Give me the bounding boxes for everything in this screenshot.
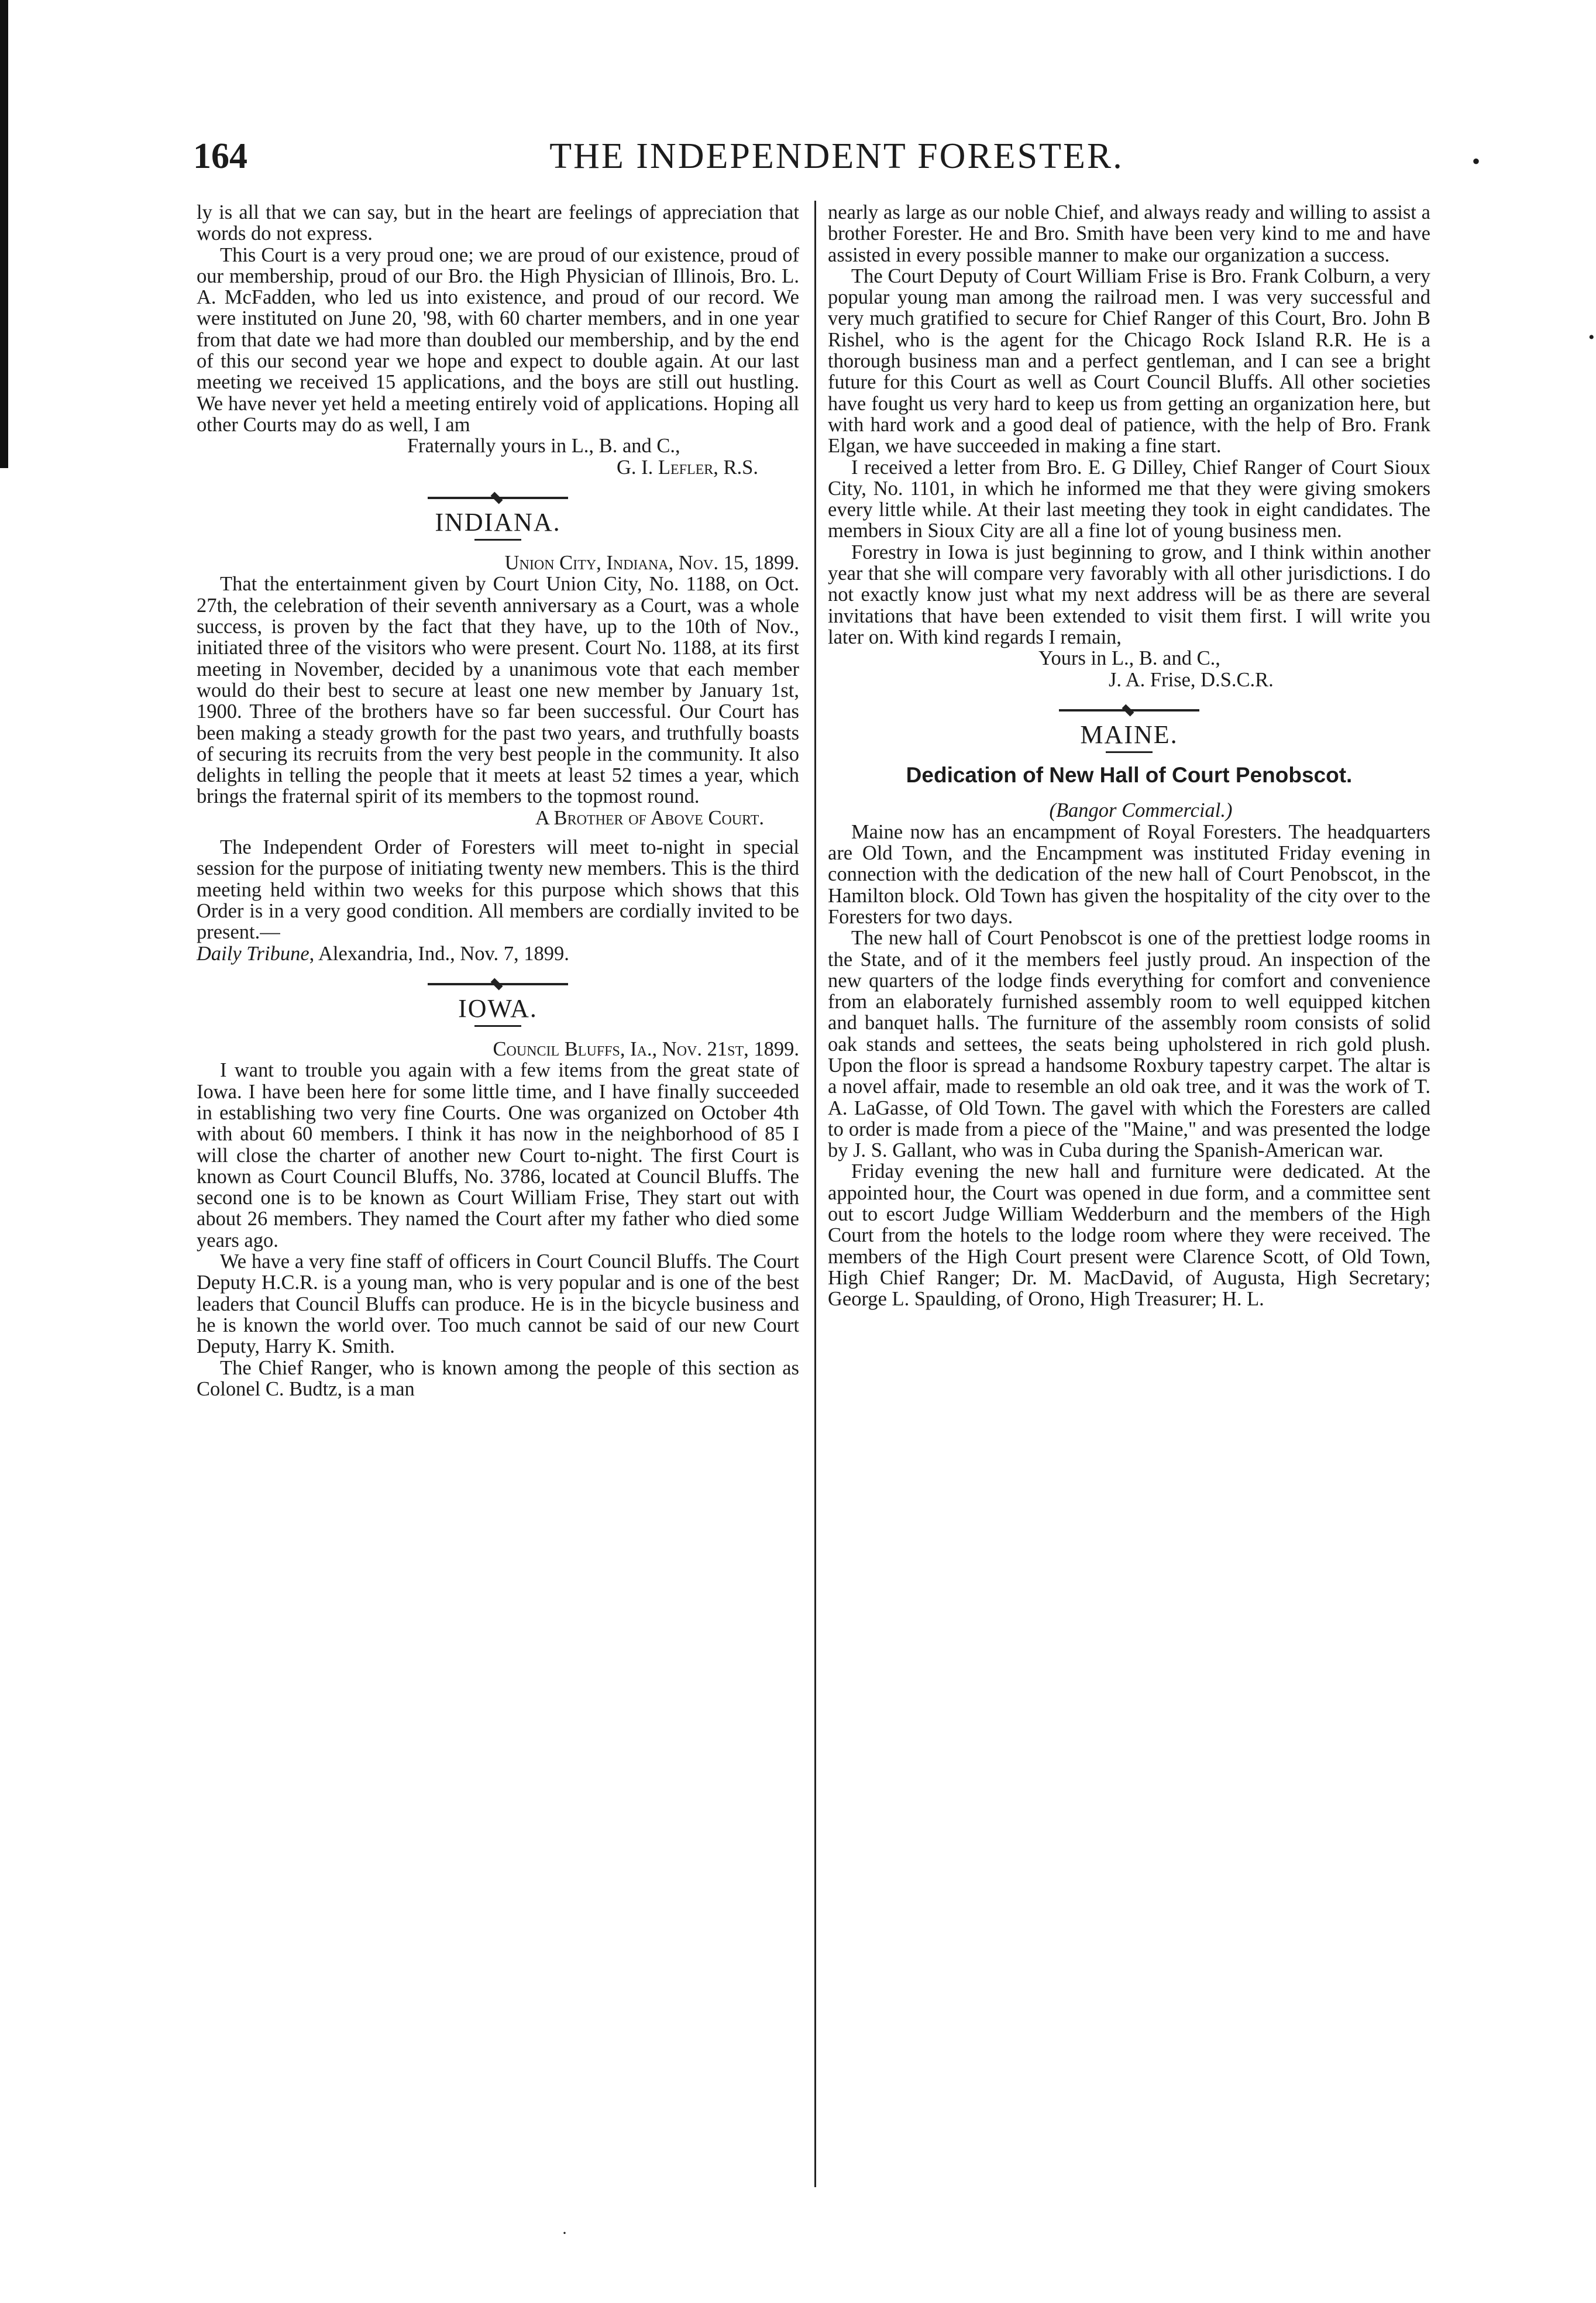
signature-name: J. A. Frise, D.S.C.R.	[1109, 668, 1274, 691]
right-column	[828, 202, 1430, 1310]
paragraph: We have a very fine staff of officers in Court Council Bluffs. The Court Deputy H.C.R. is a young man, who is very popular and is one of the best leaders that Council Bluffs can produce. He is in the bicycle business and he is known the world over. Too much cannot be said of our new Court Deputy, Harry K. Smith.	[197, 1250, 799, 1358]
article-subheading: Dedication of New Hall of Court Penobscot.	[906, 763, 1353, 788]
section-heading-indiana: INDIANA.	[435, 507, 561, 537]
source-details: , Alexandria, Ind., Nov. 7, 1899.	[309, 942, 569, 965]
stray-mark: •	[1471, 148, 1480, 174]
paragraph: The new hall of Court Penobscot is one of the prettiest lodge rooms in the State, and of it the members feel justly proud. An inspection of the new quarters of the lodge finds everything for comfort and convenience from an elaborately furnished assembly room to well equipped kitchen and banquet halls. The furniture of the assembly room consists of solid oak stands and settees, the seats being upholstered in rich gold plush. Upon the floor is spread a handsome Roxbury tapestry carpet. The altar is a novel affair, made to resemble an old oak tree, and it was the work of T. A. LaGasse, of Old Town. The gavel with which the Foresters are called to order is made from a piece of the "Maine," and was presented the lodge by J. S. Gallant, who was in Cuba during the Spanish-American war.	[828, 927, 1430, 1162]
paragraph: The Chief Ranger, who is known among the people of this section as Colonel C. Budtz, is a man	[197, 1356, 799, 1400]
stray-mark: •	[1588, 328, 1595, 347]
paragraph-text: The Independent Order of Foresters will meet to-night in special session for the purpose of initiating twenty new members. This is the third meeting held within two weeks for this purpose which shows that this Order is in a very good condition. All members are cordially invited to be present.—	[197, 836, 799, 944]
article-source: (Bangor Commercial.)	[1049, 799, 1233, 822]
paragraph: This Court is a very proud one; we are proud of our existence, proud of our membership, proud of our Bro. the High Physician of Illinois, Bro. L. A. McFadden, who led us into existence, and proud of our record. We were instituted on June 20, '98, with 60 charter members, and in one year from that date we had more than doubled our membership, and by the end of this our second year we hope and expect to double again. At our last meeting we received 15 applications, and the boys are still out hustling. We have never yet held a meeting entirely void of applications. Hoping all other Courts may do as well, I am	[197, 243, 799, 436]
dateline: Council Bluffs, Ia., Nov. 21st, 1899.	[493, 1038, 799, 1061]
left-column	[197, 202, 799, 1400]
paragraph: That the entertainment given by Court Union City, No. 1188, on Oct. 27th, the celebration of their seventh anniversary as a Court, was a whole success, is proven by the fact that they have, up to the 10th of Nov., initiated three of the visitors who were present. Court No. 1188, at its first meeting in November, decided by a unanimous vote that each member would do their best to secure at least one new member by January 1st, 1900. Three of the brothers have so far been successful. Our Court has been making a steady growth for the past two years, and truthfully boasts of securing its recruits from the very best people in the community. It also delights in telling the people that it meets at least 52 times a year, which brings the fraternal spirit of its members to the topmost round.	[197, 573, 799, 808]
running-title: THE INDEPENDENT FORESTER.	[549, 136, 1124, 176]
newspaper-source: Daily Tribune	[197, 942, 309, 965]
heading-rule	[474, 539, 521, 541]
section-heading-maine: MAINE.	[1080, 720, 1178, 749]
signature-name: A Brother of Above Court.	[535, 806, 764, 829]
paragraph: I received a letter from Bro. E. G Dilley, Chief Ranger of Court Sioux City, No. 1101, in which he informed me that they were giving smokers every little while. At their last meeting they took in eight candidates. The members in Sioux City are all a fine lot of young business men.	[828, 456, 1430, 542]
signature-name: G. I. Lefler, R.S.	[616, 456, 758, 479]
paragraph	[197, 837, 799, 964]
paragraph: ly is all that we can say, but in the heart are feelings of appreciation that words do not express.	[197, 201, 799, 245]
column-rule	[814, 201, 816, 2187]
paragraph: The Court Deputy of Court William Frise is Bro. Frank Colburn, a very popular young man among the railroad men. I was very successful and very much gratified to secure for Chief Ranger of this Court, Bro. John B Rishel, who is the agent for the Chicago Rock Island R.R. He is a thorough business man and a perfect gentleman, and I can see a bright future for this Court as well as Court Council Bluffs. All other societies have fought us very hard to keep us from getting an organization here, but with hard work and a good deal of patience, with the help of Bro. Frank Elgan, we have succeeded in making a fine start.	[828, 264, 1430, 458]
scan-edge-bar	[0, 0, 8, 468]
paragraph: Forestry in Iowa is just beginning to grow, and I think within another year that she will compare very favorably with all other jurisdictions. I do not exactly know just what my next address will be as there are several invitations that have been extended to visit them first. I will write you later on. With kind regards I remain,	[828, 541, 1430, 648]
dateline: Union City, Indiana, Nov. 15, 1899.	[504, 552, 799, 575]
signature-closing: Fraternally yours in L., B. and C.,	[407, 435, 680, 458]
paragraph: nearly as large as our noble Chief, and always ready and willing to assist a brother Forester. He and Bro. Smith have been very kind to me and have assisted in every possible manner to make our organization a success.	[828, 201, 1430, 266]
signature-closing: Yours in L., B. and C.,	[1038, 647, 1220, 670]
paragraph: Friday evening the new hall and furniture were dedicated. At the appointed hour, the Court was opened in due form, and a committee sent out to escort Judge William Wedderburn and the members of the High Court from the hotels to the lodge room where they were received. The members of the High Court present were Clarence Scott, of Old Town, High Chief Ranger; Dr. M. MacDavid, of Augusta, High Secretary; George L. Spaulding, of Orono, High Treasurer; H. L.	[828, 1160, 1430, 1311]
page-number: 164	[193, 136, 247, 176]
paragraph: I want to trouble you again with a few items from the great state of Iowa. I have been here for some little time, and I have finally succeeded in establishing two very fine Courts. One was organized on October 4th with about 60 members. I think it has now in the neighborhood of 85 I will close the charter of another new Court to-night. The first Court is known as Court Council Bluffs, No. 3786, located at Council Bluffs. The second one is to be known as Court William Frise, They start out with about 26 members. They named the Court after my father who died some years ago.	[197, 1059, 799, 1252]
paragraph: Maine now has an encampment of Royal Foresters. The headquarters are Old Town, and the Encampment was instituted Friday evening in connection with the dedication of the new hall of Court Penobscot, in the Hamilton block. Old Town has given the hospitality of the city over to the Foresters for two days.	[828, 820, 1430, 928]
section-divider-ornament	[428, 977, 568, 990]
section-heading-iowa: IOWA.	[458, 994, 538, 1023]
section-divider-ornament	[1059, 703, 1199, 716]
section-divider-ornament	[428, 491, 568, 504]
stray-mark: ·	[562, 2223, 567, 2243]
heading-rule	[474, 1025, 521, 1027]
heading-rule	[1106, 751, 1153, 753]
page-header	[193, 136, 1480, 188]
